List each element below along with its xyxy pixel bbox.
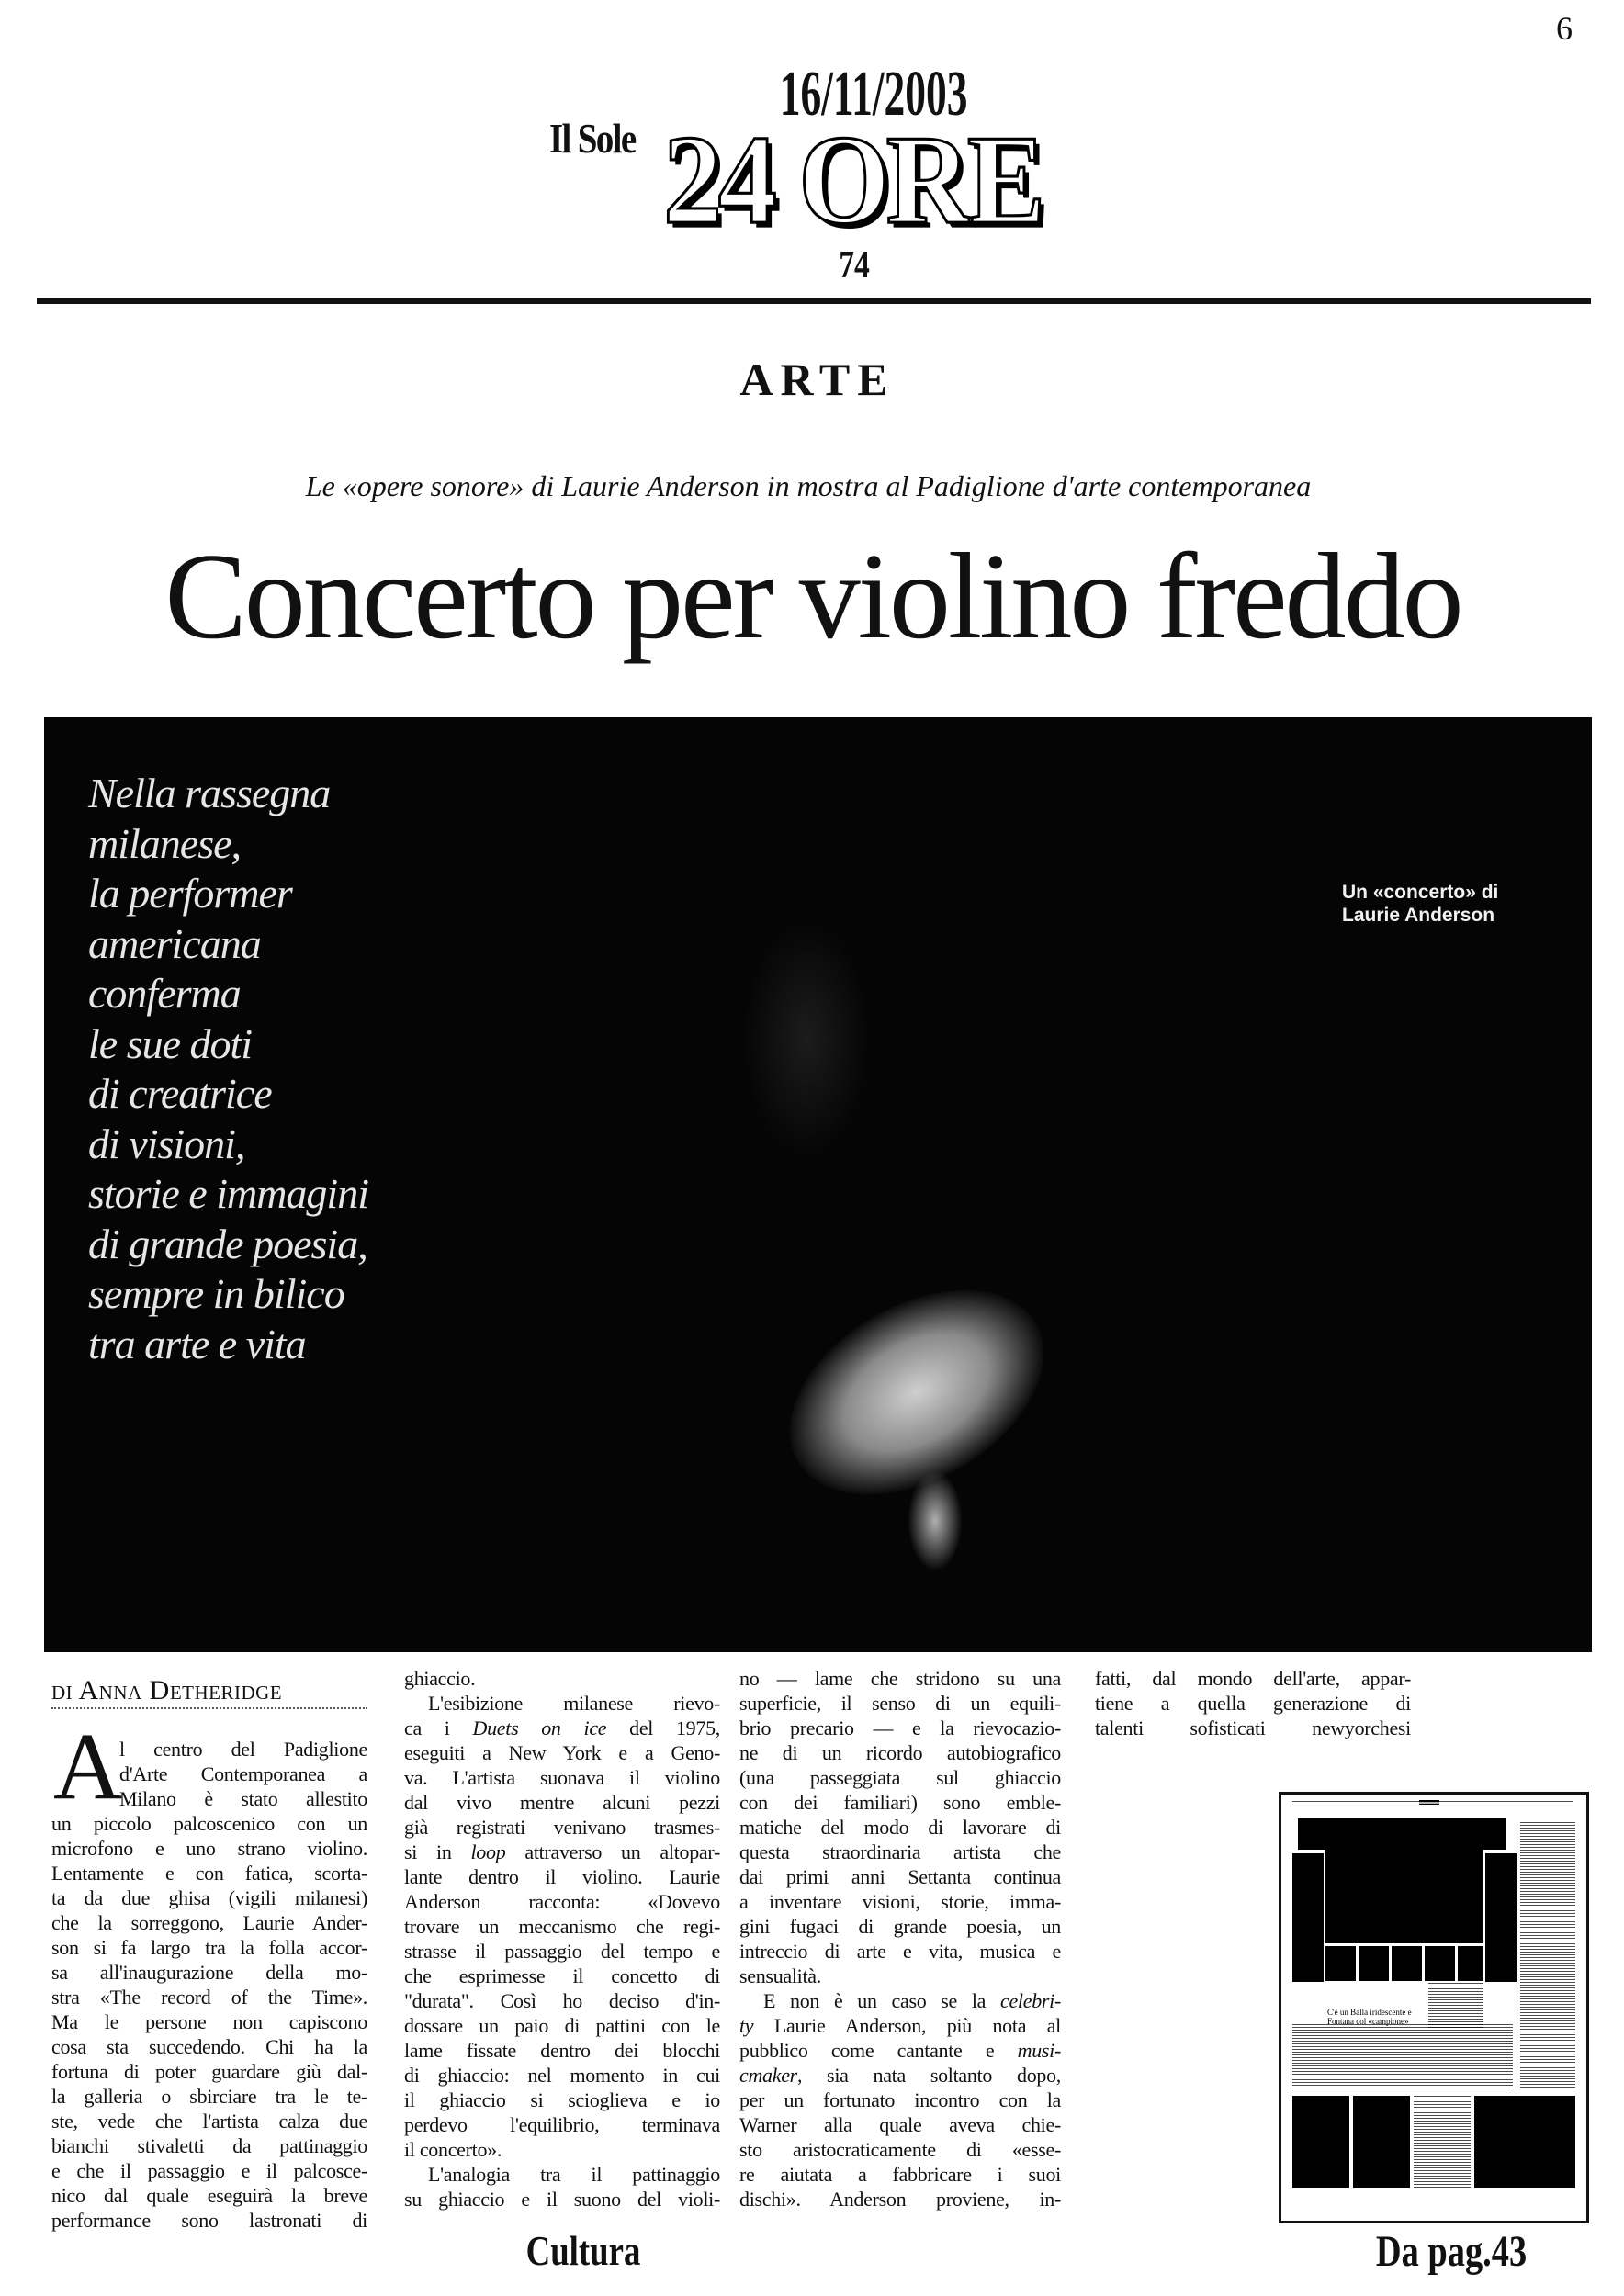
text-segment: talenti sofisticati newyorchesi xyxy=(1095,1716,1411,1739)
text-segment: sensualità. xyxy=(739,1964,821,1987)
photo-caption xyxy=(1342,881,1526,927)
text-segment: per un fortunato incontro con la xyxy=(739,2088,1061,2111)
article-line xyxy=(739,1964,1061,1988)
article-column-3 xyxy=(739,1666,1061,2212)
article-line xyxy=(404,2187,720,2212)
text-segment: questa straordinaria artista che xyxy=(739,1840,1061,1863)
article-line xyxy=(51,2133,367,2158)
italic-segment: Duets on ice xyxy=(472,1716,607,1739)
article-line xyxy=(739,1889,1061,1914)
text-segment: lame fissate dentro dei blocchi xyxy=(404,2039,720,2062)
issue-page-number: 74 xyxy=(839,244,870,287)
thumb-photo-strip xyxy=(1425,1946,1455,1981)
article-line xyxy=(51,1861,367,1885)
article-line xyxy=(51,2034,367,2059)
text-segment: un piccolo palcoscenico con un xyxy=(51,1812,367,1835)
text-segment: sa all'inaugurazione della mo- xyxy=(51,1961,367,1984)
page-thumbnail xyxy=(1279,1792,1589,2223)
text-segment: Warner alla quale aveva chie- xyxy=(739,2113,1061,2136)
italic-segment: celebri- xyxy=(999,1989,1061,2012)
text-segment: e che il passaggio e il palcosce- xyxy=(51,2159,367,2182)
text-segment: ca i xyxy=(404,1716,473,1739)
text-segment: performance sono lastronati di xyxy=(51,2209,367,2232)
article-line xyxy=(51,1836,367,1861)
text-segment: il ghiaccio si scioglieva e io xyxy=(404,2088,720,2111)
text-segment: il concerto». xyxy=(404,2138,502,2161)
text-segment: dossare un paio di pattini con le xyxy=(404,2014,720,2037)
article-line xyxy=(739,1988,1061,2013)
article-line xyxy=(739,2187,1061,2212)
thumb-photo-right xyxy=(1485,1853,1517,1982)
text-segment: la galleria o sbirciare tra le te- xyxy=(51,2085,367,2108)
caption-line: Un «concerto» di xyxy=(1342,882,1499,903)
text-segment: che la sorreggono, Laurie Ander- xyxy=(51,1911,367,1934)
article-line xyxy=(51,1910,367,1935)
article-line xyxy=(739,1765,1061,1790)
article-line xyxy=(51,2109,367,2133)
article-photo xyxy=(44,717,1592,1652)
article-line xyxy=(404,1716,720,1740)
text-segment: gini fugaci di grande poesia, un xyxy=(739,1915,1061,1938)
thumb-photo-strip xyxy=(1359,1946,1389,1981)
byline: di Anna Detheridge xyxy=(51,1675,283,1705)
text-segment: tiene a quella generazione di xyxy=(1095,1692,1411,1715)
article-line xyxy=(51,2183,367,2208)
standfirst-line: di visioni, xyxy=(88,1120,245,1167)
text-segment: ghiaccio. xyxy=(404,1667,476,1690)
text-segment: ste, vede che l'artista calza due xyxy=(51,2110,367,2133)
article-line xyxy=(739,1815,1061,1840)
article-kicker: Le «opere sonore» di Laurie Anderson in mostra al Padiglione d'arte contemporanea xyxy=(305,469,1312,502)
text-segment: su ghiaccio e il suono del violi- xyxy=(404,2188,720,2211)
text-segment: Ma le persone non capiscono xyxy=(51,2010,367,2033)
text-segment: dal vivo mentre alcuni pezzi xyxy=(404,1791,720,1814)
text-segment: L'esibizione milanese rievo- xyxy=(428,1692,720,1715)
byline-divider xyxy=(51,1707,367,1709)
italic-segment: loop xyxy=(470,1840,506,1863)
text-segment: eseguiti a New York e a Geno- xyxy=(404,1741,720,1764)
article-headline: Concerto per violino freddo xyxy=(164,528,1461,664)
text-segment: Lentamente e con fatica, scorta- xyxy=(51,1862,367,1885)
thumb-photo-main xyxy=(1325,1850,1483,1943)
photo-figure-shadow xyxy=(742,919,871,1158)
article-line xyxy=(739,2112,1061,2137)
standfirst-line: milanese, xyxy=(88,819,242,867)
text-segment: brio precario — e la rievocazio- xyxy=(739,1716,1061,1739)
text-segment: sto aristocraticamente di «esse- xyxy=(739,2138,1061,2161)
article-line xyxy=(404,1864,720,1889)
article-line xyxy=(739,2038,1061,2063)
section-title: ARTE xyxy=(739,354,896,405)
article-line xyxy=(739,2137,1061,2162)
article-line xyxy=(404,1988,720,2013)
text-segment: Laurie Anderson, più nota al xyxy=(753,2014,1061,2037)
italic-segment: cmaker xyxy=(739,2064,797,2087)
thumb-photo-strip xyxy=(1325,1946,1356,1981)
article-line xyxy=(51,2009,367,2034)
text-segment: ta da due ghisa (vigili milanesi) xyxy=(51,1886,367,1909)
article-line xyxy=(739,1716,1061,1740)
article-line xyxy=(739,1666,1061,1691)
text-segment: del 1975, xyxy=(606,1716,720,1739)
article-line xyxy=(51,2208,367,2233)
thumb-photo-left xyxy=(1292,1853,1324,1982)
thumb-header-line xyxy=(1292,1801,1573,1804)
article-line xyxy=(404,2063,720,2088)
article-line xyxy=(739,2088,1061,2112)
text-segment: pubblico come cantante e xyxy=(739,2039,1018,2062)
article-line xyxy=(404,2013,720,2038)
text-segment: ne di un ricordo autobiografico xyxy=(739,1741,1061,1764)
article-line xyxy=(404,1691,720,1716)
article-line xyxy=(51,1885,367,1910)
article-line xyxy=(404,2038,720,2063)
thumb-image-crowd xyxy=(1428,1983,1483,2029)
article-line xyxy=(404,1914,720,1939)
thumb-ad xyxy=(1292,2096,1349,2188)
standfirst-line: sempre in bilico xyxy=(88,1270,344,1317)
article-line xyxy=(739,2063,1061,2088)
article-line xyxy=(739,1864,1061,1889)
article-line xyxy=(51,1761,367,1786)
article-line xyxy=(51,1737,367,1761)
text-segment: a inventare visioni, storie, imma- xyxy=(739,1890,1061,1913)
article-line xyxy=(404,1740,720,1765)
photo-hand-highlight xyxy=(908,1470,963,1571)
text-segment: perdevo l'equilibrio, terminava xyxy=(404,2113,720,2136)
article-line xyxy=(739,1740,1061,1765)
text-segment: no — lame che stridono su una xyxy=(739,1667,1061,1690)
article-line xyxy=(404,1964,720,1988)
text-segment: strasse il passaggio del tempo e xyxy=(404,1940,720,1963)
thumb-photo-banner xyxy=(1298,1818,1506,1850)
caption-line: Laurie Anderson xyxy=(1342,905,1495,926)
article-column-2 xyxy=(404,1666,720,2212)
article-line xyxy=(404,1765,720,1790)
article-line xyxy=(404,1790,720,1815)
text-segment: fatti, dal mondo dell'arte, appar- xyxy=(1095,1667,1411,1690)
photo-standfirst xyxy=(88,769,474,1369)
thumb-ad xyxy=(1474,2096,1575,2188)
text-segment: E non è un caso se la xyxy=(763,1989,1000,2012)
standfirst-line: la performer xyxy=(88,870,292,917)
article-line xyxy=(739,1790,1061,1815)
article-line xyxy=(739,1914,1061,1939)
text-segment: dischi». Anderson proviene, in- xyxy=(739,2188,1061,2211)
text-segment: Milano è stato allestito xyxy=(119,1787,367,1810)
standfirst-line: di grande poesia, xyxy=(88,1220,367,1267)
text-segment: di ghiaccio: nel momento in cui xyxy=(404,2064,720,2087)
article-line xyxy=(739,2162,1061,2187)
article-line xyxy=(404,2162,720,2187)
standfirst-line: conferma xyxy=(88,970,241,1017)
article-line xyxy=(404,2137,720,2162)
article-line xyxy=(1095,1666,1411,1691)
italic-segment: ty xyxy=(739,2014,754,2037)
article-line xyxy=(404,1939,720,1964)
text-segment: microfono e uno strano violino. xyxy=(51,1837,367,1860)
text-segment: matiche del modo di lavorare di xyxy=(739,1816,1061,1839)
article-line xyxy=(51,1811,367,1836)
text-segment: Anderson racconta: «Dovevo xyxy=(404,1890,720,1913)
text-segment: attraverso un altopar- xyxy=(505,1840,720,1863)
thumb-ad xyxy=(1353,2096,1410,2188)
article-column-4 xyxy=(1095,1666,1411,1740)
thumb-ad xyxy=(1414,2096,1471,2188)
article-line xyxy=(739,1939,1061,1964)
article-line xyxy=(739,1691,1061,1716)
article-line xyxy=(739,1840,1061,1864)
text-segment: bianchi stivaletti da pattinaggio xyxy=(51,2134,367,2157)
thumb-photo-strip xyxy=(1392,1946,1422,1981)
standfirst-line: tra arte e vita xyxy=(88,1320,306,1367)
text-segment: fortuna di poter guardare giù dal- xyxy=(51,2060,367,2083)
article-line xyxy=(51,2158,367,2183)
text-segment: va. L'artista suonava il violino xyxy=(404,1766,720,1789)
article-line xyxy=(51,1786,367,1811)
text-segment: con dei familiari) sono emble- xyxy=(739,1791,1061,1814)
thumb-headline: C'è un Balla iridescente e Fontana col «campione» xyxy=(1327,2008,1412,2026)
text-segment: trovare un meccanismo che regi- xyxy=(404,1915,720,1938)
text-segment: L'analogia tra il pattinaggio xyxy=(428,2163,720,2186)
text-segment: re aiutata a fabbricare i suoi xyxy=(739,2163,1061,2186)
article-line xyxy=(404,1815,720,1840)
article-line xyxy=(51,2059,367,2084)
article-line xyxy=(1095,1691,1411,1716)
text-segment: (una passeggiata sul ghiaccio xyxy=(739,1766,1061,1789)
article-line xyxy=(51,2084,367,2109)
article-column-1 xyxy=(51,1737,367,2233)
standfirst-line: storie e immagini xyxy=(88,1170,368,1217)
article-line xyxy=(404,1840,720,1864)
thumb-text-column xyxy=(1520,1822,1575,2088)
text-segment: l centro del Padiglione xyxy=(119,1738,367,1761)
page-number: 6 xyxy=(1556,10,1573,47)
article-line xyxy=(739,2013,1061,2038)
thumb-photo-strip xyxy=(1458,1946,1483,1981)
article-line xyxy=(404,1666,720,1691)
text-segment: già registrati venivano trasmes- xyxy=(404,1816,720,1839)
text-segment: intreccio di arte e vita, musica e xyxy=(739,1940,1061,1963)
standfirst-line: le sue doti xyxy=(88,1019,253,1067)
text-segment: stra «The record of the Time». xyxy=(51,1986,367,2009)
text-segment: si in xyxy=(404,1840,471,1863)
drop-cap: A xyxy=(53,1714,123,1819)
text-segment: nico dal quale eseguirà la breve xyxy=(51,2184,367,2207)
footer-section: Cultura xyxy=(525,2227,641,2274)
article-line xyxy=(51,1935,367,1960)
standfirst-line: americana xyxy=(88,919,261,967)
article-line xyxy=(404,2088,720,2112)
masthead-divider xyxy=(37,298,1591,304)
text-segment: "durata". Così ho deciso d'in- xyxy=(404,1989,720,2012)
article-line xyxy=(404,2112,720,2137)
text-segment: lante dentro il violino. Laurie xyxy=(404,1865,720,1888)
italic-segment: musi- xyxy=(1017,2039,1061,2062)
article-line xyxy=(51,1960,367,1985)
standfirst-line: Nella rassegna xyxy=(88,770,331,816)
article-line xyxy=(404,1889,720,1914)
thumb-text-block xyxy=(1292,2024,1513,2088)
article-line xyxy=(1095,1716,1411,1740)
masthead-logo-large: 24 ORE xyxy=(663,108,1043,251)
text-segment: cosa sta succedendo. Chi ha la xyxy=(51,2035,367,2058)
text-segment: che esprimesse il concetto di xyxy=(404,1964,720,1987)
text-segment: son si fa largo tra la folla accor- xyxy=(51,1936,367,1959)
footer-source-page: Da pag.43 xyxy=(1375,2227,1528,2276)
article-line xyxy=(51,1985,367,2009)
text-segment: , sia nata soltanto dopo, xyxy=(796,2064,1061,2087)
text-segment: superficie, il senso di un equili- xyxy=(739,1692,1061,1715)
standfirst-line: di creatrice xyxy=(88,1070,272,1117)
text-segment: d'Arte Contemporanea a xyxy=(119,1762,367,1785)
publication-date: 16/11/2003 xyxy=(779,59,968,129)
text-segment: dai primi anni Settanta continua xyxy=(739,1865,1061,1888)
masthead-logo-small: Il Sole xyxy=(549,115,636,162)
